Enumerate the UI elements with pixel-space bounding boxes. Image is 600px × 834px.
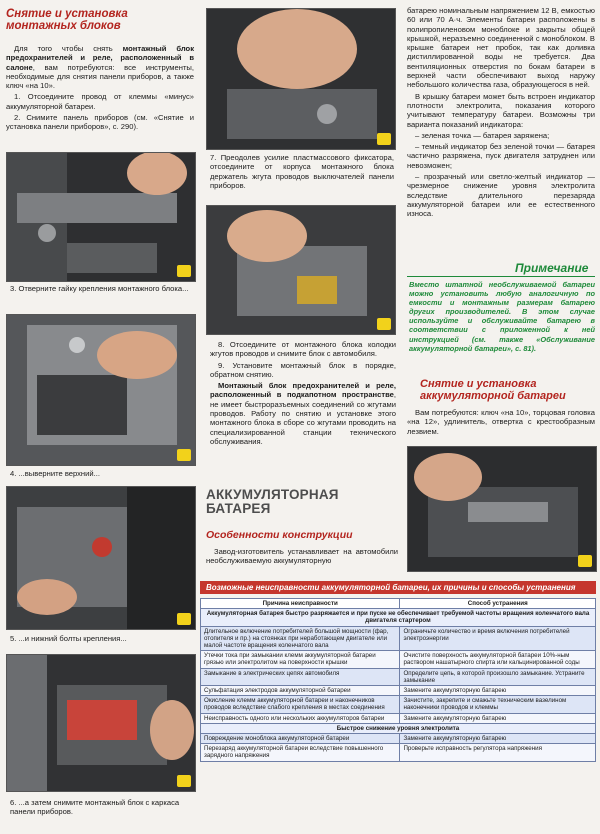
cause-cell: Окисление клемм аккумуляторной батареи и наконечников проводов вследствие слабого крепления в местах соединения (201, 696, 400, 713)
features-paragraph: Завод-изготовитель устанавливает на автомобили необслуживаемую аккумуляторную (206, 547, 398, 566)
section-row-1: Аккумуляторная батарея быстро разряжается и при пуске не обеспечивает требуемой частоты вращения коленчатого вала двигателя стартером (201, 609, 596, 626)
photo-marker-icon (377, 318, 391, 330)
photo-marker-icon (177, 449, 191, 461)
step-6-caption: 6. ...а затем снимите монтажный блок с каркаса панели приборов. (10, 798, 180, 817)
photo-marker-icon (377, 133, 391, 145)
step-5-caption: 5. ...и нижний болты крепления... (10, 634, 127, 643)
col-cause-header: Причина неисправности (201, 599, 400, 609)
step-7-caption: 7. Преодолев усилие пластмассового фиксатора, отсоедините от корпуса монтажного блока держатель жгута проводов выключателей панели приборов. (210, 153, 394, 190)
cause-cell: Замыкание в электрических цепях автомобиля (201, 668, 400, 685)
cause-cell: Неисправность одного или нескольких аккумуляторов батареи (201, 713, 400, 723)
battery-heading: АККУМУЛЯТОРНАЯ БАТАРЕЯ (206, 487, 339, 517)
table-row (201, 734, 596, 744)
table-row (201, 651, 596, 668)
table-banner: Возможные неисправности аккумуляторной батареи, их причины и способы устранения (200, 581, 596, 594)
removal-text: Вам потребуются: ключ «на 10», торцовая головка «на 12», удлинитель, отвертка с крестообразным лезвием. (407, 408, 595, 436)
table-row (201, 696, 596, 713)
cause-cell: Сульфатация электродов аккумуляторной батареи (201, 686, 400, 696)
intro-prefix: Для того чтобы снять (14, 44, 123, 53)
note-divider (407, 276, 595, 277)
battery-para-2: В крышку батареи может быть встроен индикатор плотности электролита, показания которого учитывают температуру батареи. Возможны три варианта показаний индикатора: (407, 91, 595, 129)
table-row (201, 686, 596, 696)
step-3-caption: 3. Отверните гайку крепления монтажного блока... (10, 284, 189, 293)
photo-wire-holder (206, 8, 396, 150)
step-2-text: 2. Снимите панель приборов (см. «Снятие и установка панели приборов», с. 290). (6, 113, 194, 132)
note-text: Вместо штатной необслуживаемой батареи можно установить любую аналогичную по емкости и монтажным размерам батарею других производителей. В этом случае используйте и обслуживайте батарею в соответствии с приложенной к ней инструкцией (см. также «Обслуживание аккумуляторной батареи», с. 81). (409, 280, 595, 353)
step-9-text: 9. Установите монтажный блок в порядке, обратном снятию. (210, 360, 396, 379)
photo-marker-icon (177, 613, 191, 625)
step-1-text: 1. Отсоедините провод от клеммы «минус» аккумуляторной батареи. (6, 92, 194, 111)
engine-block-bold: Монтажный блок предохранителей и реле, расположенный в подкапотном пространстве (210, 381, 396, 400)
photo-marker-icon (177, 775, 191, 787)
col-fix-header: Способ устранения (400, 599, 596, 609)
removal-heading: Снятие и установка аккумуляторной батареи (420, 378, 566, 402)
cause-cell: Утечки тока при замыкании клемм аккумуляторной батареи грязью или электролитом на поверхности крышки (201, 651, 400, 668)
engine-block-text: , не имеет быстроразъемных соединений со жгутами проводов. Работу по снятию и установке этого монтажного блока в сборе со жгутами проводить на специализированной станции технического обслуживания. (210, 390, 396, 446)
photo-marker-icon (578, 555, 592, 567)
fix-cell: Замените аккумуляторную батарею (400, 686, 596, 696)
battery-description (407, 6, 595, 221)
step-4-caption: 4. ...выверните верхний... (10, 469, 100, 478)
photo-fuse-block-removal (6, 654, 196, 792)
section-heading-mounting-blocks: Снятие и установка монтажных блоков (6, 8, 128, 33)
fix-cell: Зачистите, закрепите и смажьте техническим вазелином наконечники проводов и клеммы (400, 696, 596, 713)
fix-cell: Ограничьте количество и время включения потребителей электроэнергии (400, 626, 596, 651)
fix-cell: Очистите поверхность аккумуляторной батареи 10%-ным раствором нашатырного спирта или кальцинированной соды (400, 651, 596, 668)
cause-cell: Перезаряд аккумуляторной батареи вследствие повышенного зарядного напряжения (201, 744, 400, 761)
indicator-item-3: – прозрачный или светло-желтый индикатор — чрезмерное снижение уровня электролита вследствие длительного перезаряда аккумуляторной батареи или ее естественного износа. (407, 172, 595, 219)
intro-paragraph (6, 44, 194, 134)
fix-cell: Замените аккумуляторную батарею (400, 734, 596, 744)
features-subheading: Особенности конструкции (206, 529, 353, 541)
note-title: Примечание (515, 261, 589, 275)
indicator-item-2: – темный индикатор без зеленой точки — батарея частично разряжена, пуск двигателя затруднен или невозможен; (407, 142, 595, 170)
fix-cell: Замените аккумуляторную батарею (400, 713, 596, 723)
section-row-2: Быстрое снижение уровня электролита (201, 723, 596, 733)
step-8-text: 8. Отсоедините от монтажного блока колодки жгутов проводов и снимите блок с автомобиля. (210, 340, 396, 359)
cause-cell: Длительное включение потребителей большой мощности (фар, отопителя и пр.) на стоянках при неработающем двигателе или малой частоте вращения коленчатого вала (201, 626, 400, 651)
middle-steps (210, 340, 396, 448)
faults-table (200, 598, 596, 762)
intro-suffix: , вам потребуются: все инструменты, необходимые для снятия панели приборов, а также ключ «на 10». (6, 62, 194, 91)
indicator-item-1: – зеленая точка — батарея заряжена; (415, 130, 550, 140)
fix-cell: Проверьте исправность регулятора напряжения (400, 744, 596, 761)
cause-cell: Повреждение моноблока аккумуляторной батареи (201, 734, 400, 744)
fix-cell: Определите цепь, в которой произошло замыкание. Устраните замыкание (400, 668, 596, 685)
photo-mounting-nut (6, 314, 196, 466)
photo-battery (407, 446, 597, 572)
intro-bold: монтажный блок предохранителей и реле, расположенный в салоне (6, 44, 194, 72)
battery-para-1: батарею номинальным напряжением 12 В, емкостью 60 или 70 А·ч. Элементы батареи расположены в полипропиленовом моноблоке и закрыты общей крышкой, неразъемно соединенной с моноблоком. В крышке батареи нет пробок, так как доливка дистиллированной воды не требуется. Два вентиляционных отверстия по бокам батареи в верхней части обеспечивают выход наружу небольшого количества газа, образующегося в ней. (407, 6, 595, 90)
photo-connectors (206, 205, 396, 335)
table-row (201, 668, 596, 685)
table-row (201, 744, 596, 761)
table-row (201, 626, 596, 651)
photo-upper-bolt (6, 486, 196, 630)
photo-dashboard-frame (6, 152, 196, 282)
photo-marker-icon (177, 265, 191, 277)
table-row (201, 713, 596, 723)
